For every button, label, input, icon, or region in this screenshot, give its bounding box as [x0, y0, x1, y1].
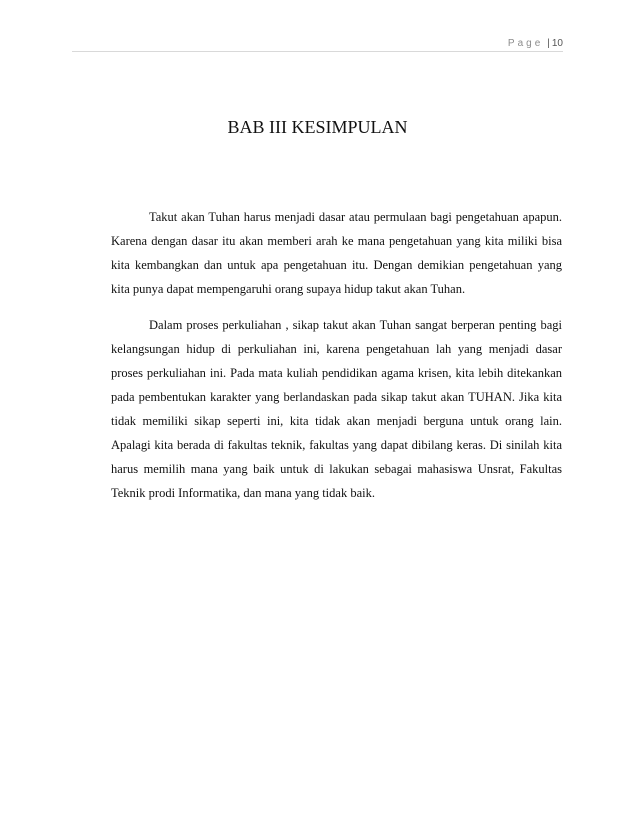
page-number: 10 — [551, 38, 563, 49]
header-rule — [72, 51, 563, 52]
chapter-title: BAB III KESIMPULAN — [227, 117, 408, 137]
page-separator: | — [547, 38, 550, 49]
paragraph: Takut akan Tuhan harus menjadi dasar atau permulaan bagi pengetahuan apapun. Karena dengan dasar itu akan memberi arah ke mana pengetahuan yang kita miliki bisa kita kembangkan dan untuk apa pengetahuan itu. Dengan demikian pengetahuan yang kita punya dapat mempengaruhi orang supaya hidup takut akan Tuhan. — [111, 210, 562, 296]
document-body — [111, 205, 562, 517]
paragraph: Dalam proses perkuliahan , sikap takut akan Tuhan sangat berperan penting bagi kelangsungan hidup di perkuliahan ini, karena pengetahuan lah yang menjadi dasar proses perkuliahan ini. Pada mata kuliah pendidikan agama krisen, kita lebih ditekankan pada pembentukan karakter yang berlandaskan pada sikap takut akan TUHAN. Jika kita tidak memiliki sikap seperti ini, kita tidak akan menjadi berguna untuk orang lain. Apalagi kita berada di fakultas teknik, fakultas yang dapat dibilang keras. Di sinilah kita harus memilih mana yang baik untuk di lakukan sebagai mahasiswa Unsrat, Fakultas Teknik prodi Informatika, dan mana yang tidak baik. — [111, 318, 562, 500]
page-label: Page — [507, 38, 544, 49]
